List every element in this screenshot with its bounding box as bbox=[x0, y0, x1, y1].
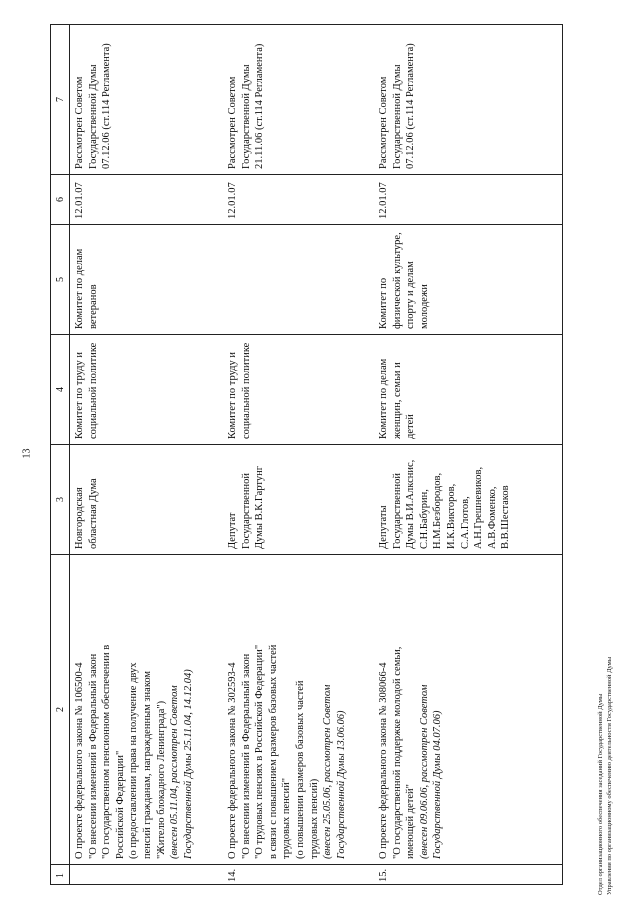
committee-co-cell bbox=[223, 225, 374, 335]
bill-dates: (внесен 09.06.06, рассмотрен Советом bbox=[418, 684, 430, 859]
header-cell: 5 bbox=[51, 225, 70, 335]
status-cell: Рассмотрен Советом Государственной Думы 21.11.06 (ст.114 Регламента) bbox=[223, 25, 374, 175]
bill-line: О проекте федерального закона № 302593-4 bbox=[227, 662, 238, 859]
bill-line: О проекте федерального закона № 106500-4 bbox=[74, 662, 85, 859]
committee-co-cell: Комитет по физической культуре, спорту и делам молодежи bbox=[374, 225, 563, 335]
bill-line: "О государственной поддержке молодой семьи, bbox=[391, 646, 403, 859]
bill-line: Российской Федерации" bbox=[114, 750, 126, 859]
bill-line: (о предоставлении права на получение двух bbox=[128, 662, 140, 859]
date-cell: 12.01.07 bbox=[223, 175, 374, 225]
bill-line: "О внесении изменений в Федеральный закон bbox=[240, 653, 252, 859]
table-row bbox=[70, 25, 224, 885]
footer-line: Отдел организационного обеспечения заседаний Государственной Думы bbox=[597, 693, 604, 895]
bill-cell bbox=[223, 555, 374, 865]
rotated-page bbox=[50, 25, 610, 885]
header-cell: 4 bbox=[51, 335, 70, 445]
table-row bbox=[223, 25, 374, 885]
bill-dates: (внесен 25.05.06, рассмотрен Советом bbox=[322, 684, 334, 859]
bill-dates: Государственной Думы 13.06.06) bbox=[335, 710, 347, 859]
status-cell: Рассмотрен Советом Государственной Думы 07.12.06 (ст.114 Регламента) bbox=[70, 25, 224, 175]
bill-line: имеющей детей" bbox=[405, 784, 417, 859]
bill-dates: Государственной Думы 25.11.04, 14.12.04) bbox=[182, 669, 194, 859]
bill-line: трудовых пенсий" bbox=[281, 778, 293, 859]
status-cell: Рассмотрен Советом Государственной Думы 07.12.06 (ст.114 Регламента) bbox=[374, 25, 563, 175]
header-cell: 3 bbox=[51, 445, 70, 555]
header-cell: 1 bbox=[51, 865, 70, 885]
bill-line: "О внесении изменений в Федеральный закон bbox=[87, 653, 99, 859]
header-cell: 6 bbox=[51, 175, 70, 225]
bill-line: "О трудовых пенсиях в Российской Федерации" bbox=[254, 644, 266, 859]
header-cell: 7 bbox=[51, 25, 70, 175]
table-row bbox=[374, 25, 563, 885]
row-number: 14. bbox=[223, 865, 374, 885]
date-cell: 12.01.07 bbox=[374, 175, 563, 225]
row-number: 15. bbox=[374, 865, 563, 885]
committee-main-cell: Комитет по делам женщин, семьи и детей bbox=[374, 335, 563, 445]
bill-cell bbox=[70, 555, 224, 865]
page-number: 13 bbox=[21, 448, 33, 459]
bill-dates: (внесен 05.11.04, рассмотрен Советом bbox=[169, 685, 181, 859]
footer-line: Управления по организационному обеспечению деятельности Государственной Думы bbox=[606, 656, 613, 895]
bill-line: "О государственном пенсионном обеспечении в bbox=[101, 644, 113, 859]
bill-dates: Государственной Думы 04.07.06) bbox=[432, 710, 444, 859]
committee-co-cell: Комитет по делам ветеранов bbox=[70, 225, 224, 335]
author-cell: Депутат Государственной Думы В.К.Гартунг bbox=[223, 445, 374, 555]
bill-line: О проекте федерального закона № 308066-4 bbox=[378, 662, 389, 859]
header-row bbox=[51, 25, 70, 885]
date-cell: 12.01.07 bbox=[70, 175, 224, 225]
header-cell: 2 bbox=[51, 555, 70, 865]
bill-line: трудовых пенсий) bbox=[308, 778, 320, 859]
footer bbox=[596, 335, 614, 895]
row-number bbox=[70, 865, 224, 885]
bill-line: в связи с повышением размеров базовых частей bbox=[267, 644, 279, 859]
committee-main-cell: Комитет по труду и социальной политике bbox=[70, 335, 224, 445]
bill-line: пенсий гражданам, награжденным знаком bbox=[141, 670, 153, 859]
committee-main-cell: Комитет по труду и социальной политике bbox=[223, 335, 374, 445]
bill-line: (о повышении размеров базовых частей bbox=[294, 680, 306, 859]
bill-cell bbox=[374, 555, 563, 865]
author-cell: Новгородская областная Дума bbox=[70, 445, 224, 555]
bill-line: "Жителю блокадного Ленинграда") bbox=[155, 700, 167, 859]
bills-table bbox=[50, 24, 563, 885]
author-cell: Депутаты Государственной Думы В.И.Алкснис, С.Н.Бабурин, Н.М.Безбородов, И.К.Викторов, С.А.Глотов, А.Н.Грешневиков, А.В.Фоменко, В.В.Шестаков bbox=[374, 445, 563, 555]
